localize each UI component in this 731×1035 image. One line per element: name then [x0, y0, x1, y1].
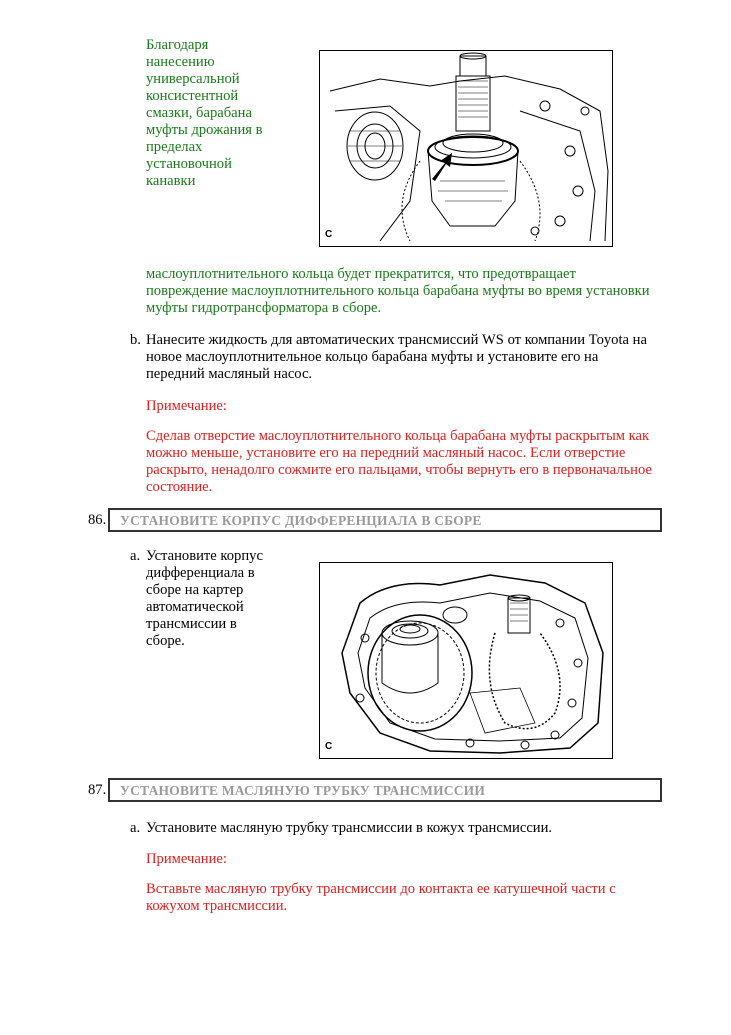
- text-line: Установите корпус: [146, 548, 263, 564]
- text-line: Сделав отверстие маслоуплотнительного кольца барабана муфты раскрытым как: [146, 428, 650, 444]
- note-label-87: Примечание:: [146, 851, 227, 867]
- item-letter-b: b.: [130, 332, 141, 348]
- item-a-87-text: Установите масляную трубку трансмиссии в кожух трансмиссии.: [146, 820, 553, 836]
- text-line: сборе на картер: [146, 582, 244, 598]
- text-line: Нанесите жидкость для автоматических трансмиссий WS от компании Toyota на: [146, 332, 647, 348]
- clutch-drum-illustration: [320, 51, 612, 246]
- text-line: трансмиссии в: [146, 616, 237, 632]
- item-letter-a-87: a.: [130, 820, 141, 836]
- text-line: состояние.: [146, 479, 213, 495]
- text-line: муфты гидротрансформатора в сборе.: [146, 300, 382, 316]
- note-text: [146, 428, 686, 496]
- text-line: муфты дрожания в: [146, 122, 263, 138]
- text-line: консистентной: [146, 88, 239, 104]
- green-intro-text: [146, 37, 286, 190]
- text-line: можно меньше, установите его на передний масляный насос. Если отверстие: [146, 445, 626, 461]
- item-letter-a: a.: [130, 548, 141, 564]
- text-line: дифференциала в: [146, 565, 255, 581]
- note-text-87: [146, 881, 686, 915]
- item-b-text: [146, 332, 686, 383]
- figure-label: C: [325, 741, 333, 752]
- text-line: пределах: [146, 139, 203, 155]
- text-line: новое маслоуплотнительное кольцо барабана муфты и установите его на: [146, 349, 599, 365]
- text-line: кожухом трансмиссии.: [146, 898, 288, 914]
- text-line: сборе.: [146, 633, 185, 649]
- text-line: канавки: [146, 173, 196, 189]
- text-line: повреждение маслоуплотнительного кольца барабана муфты во время установки: [146, 283, 650, 299]
- text-line: Благодаря: [146, 37, 209, 53]
- text-line: передний масляный насос.: [146, 366, 313, 382]
- text-line: универсальной: [146, 71, 240, 87]
- step-number-86: 86.: [88, 512, 107, 528]
- differential-illustration: [320, 563, 612, 758]
- step-number-87: 87.: [88, 782, 107, 798]
- figure-differential-case: [319, 562, 613, 759]
- green-continued-text: [146, 266, 686, 317]
- text-line: Вставьте масляную трубку трансмиссии до контакта ее катушечной части с: [146, 881, 616, 897]
- text-line: нанесению: [146, 54, 215, 70]
- figure-label: C: [325, 229, 333, 240]
- text-line: маслоуплотнительного кольца будет прекратится, что предотвращает: [146, 266, 576, 282]
- text-line: установочной: [146, 156, 232, 172]
- figure-clutch-drum-seal: [319, 50, 613, 247]
- item-a-text: [146, 548, 286, 650]
- step-title-86: УСТАНОВИТЕ КОРПУС ДИФФЕРЕНЦИАЛА В СБОРЕ: [108, 508, 662, 532]
- text-line: автоматической: [146, 599, 244, 615]
- step-title-87: УСТАНОВИТЕ МАСЛЯНУЮ ТРУБКУ ТРАНСМИССИИ: [108, 778, 662, 802]
- note-label: Примечание:: [146, 398, 227, 414]
- text-line: смазки, барабана: [146, 105, 252, 121]
- text-line: раскрыто, ненадолго сожмите его пальцами, чтобы вернуть его в первоначальное: [146, 462, 652, 478]
